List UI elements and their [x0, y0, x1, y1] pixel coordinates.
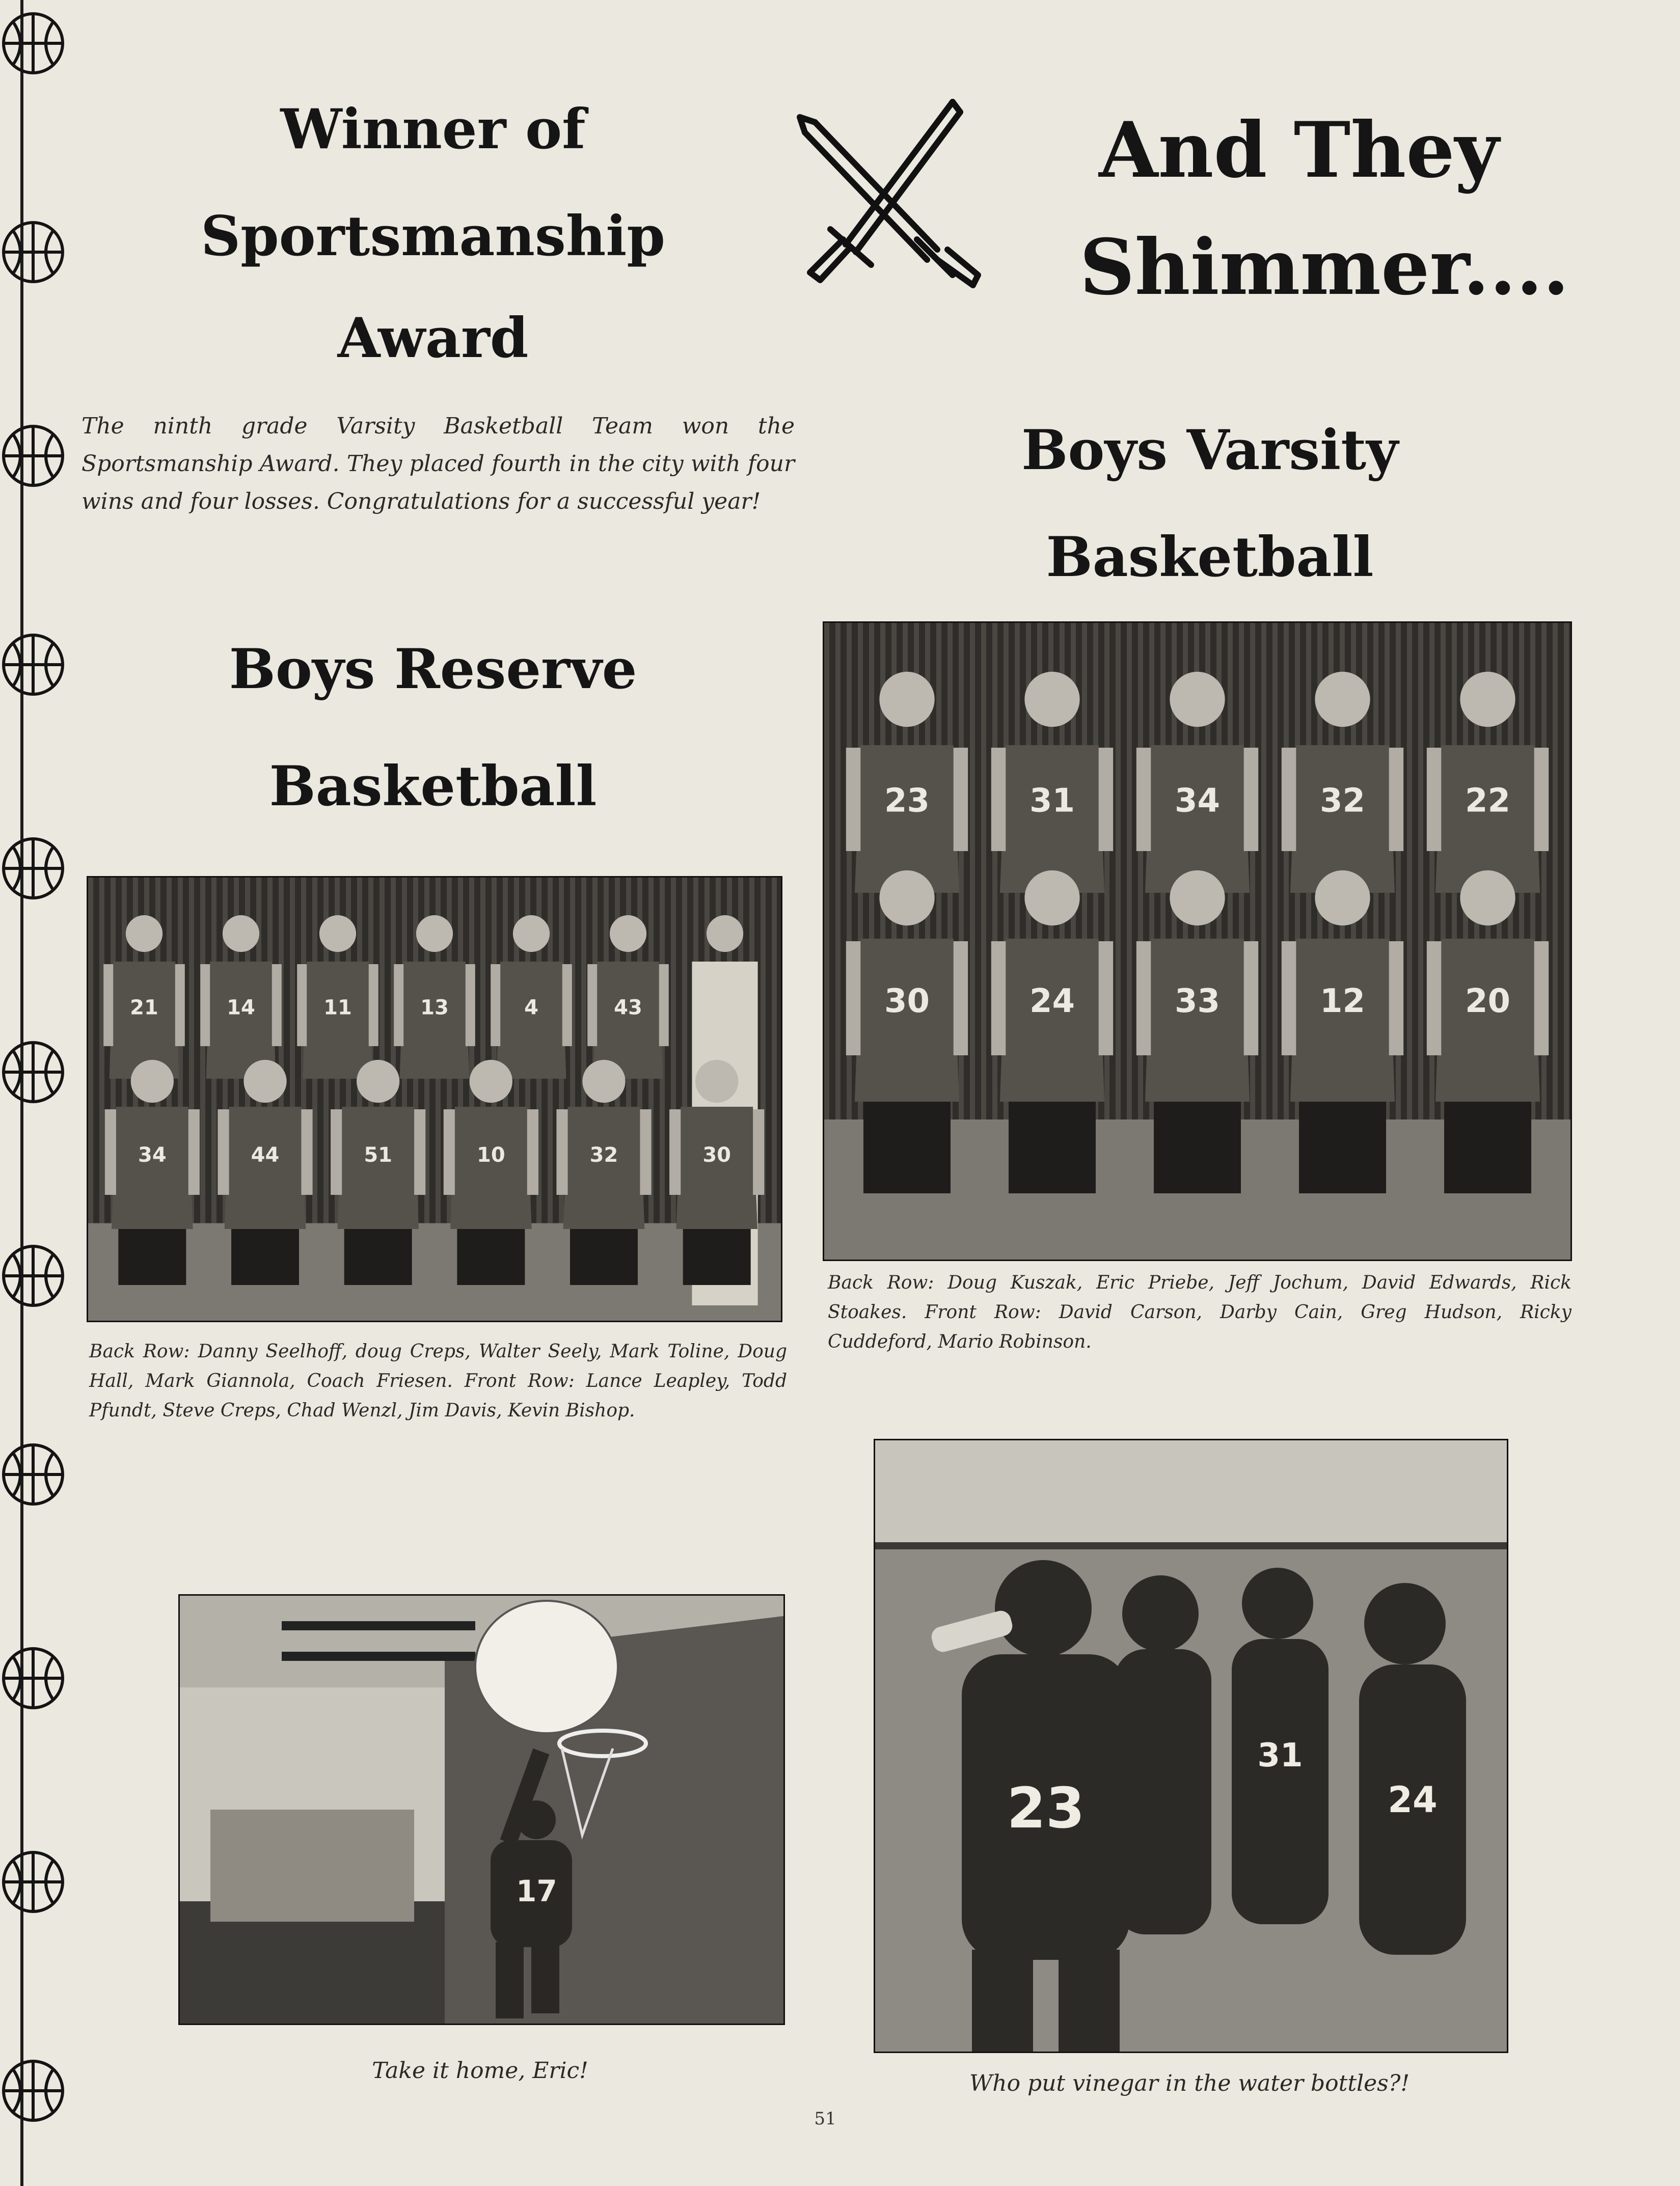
jersey-number: 12 — [1319, 982, 1366, 1020]
reserve-caption: Back Row: Danny Seelhoff, doug Creps, Walter Seely, Mark Toline, Doug Hall, Mark Giannola, Coach Friesen. Front Row: Lance Leapley, Todd Pfundt, Steve Creps, Chad Wenzl, Jim Davis, Kevin Bishop. — [89, 1341, 787, 1421]
jersey-number: 30 — [884, 982, 930, 1020]
jersey-number: 24 — [1029, 982, 1075, 1020]
crossed-swords-icon — [784, 92, 998, 295]
jersey-number: 32 — [589, 1143, 618, 1167]
header-and-they: And They — [1099, 105, 1499, 195]
basketball-icon — [0, 1645, 66, 1711]
jersey-number: 31 — [1029, 782, 1075, 820]
jersey-number: 30 — [702, 1143, 731, 1167]
dunk-jersey-number: 17 — [516, 1874, 557, 1908]
jersey-number: 20 — [1465, 982, 1511, 1020]
jersey-number: 43 — [614, 996, 642, 1020]
basketball-icon — [0, 2058, 66, 2124]
basketball-icon — [0, 1849, 66, 1915]
jersey-number: 44 — [251, 1143, 280, 1167]
jersey-number: 10 — [476, 1143, 505, 1167]
basketball-icon — [0, 1243, 66, 1309]
header-line-winner-of: Winner of — [280, 97, 586, 161]
jersey-number: 31 — [1257, 1737, 1303, 1774]
jersey-number: 23 — [884, 782, 930, 820]
page-number: 51 — [814, 2109, 836, 2129]
varsity-title-line2: Basketball — [1046, 525, 1374, 589]
basketball-icon — [0, 1039, 66, 1105]
jersey-number: 11 — [323, 996, 352, 1020]
varsity-title-line1: Boys Varsity — [1021, 418, 1398, 482]
basketball-icon — [0, 423, 66, 489]
jersey-number: 33 — [1174, 982, 1221, 1020]
jersey-number: 23 — [1007, 1775, 1085, 1841]
basketball-icon — [0, 835, 66, 901]
jersey-number: 34 — [138, 1143, 167, 1167]
reserve-title-line1: Boys Reserve — [229, 637, 637, 701]
jersey-number: 34 — [1174, 782, 1221, 820]
varsity-team-photo — [823, 621, 1572, 1261]
basketball-icon — [0, 632, 66, 698]
reserve-team-photo — [87, 876, 782, 1322]
basketball-icon — [0, 10, 66, 76]
jersey-number: 13 — [420, 996, 449, 1020]
varsity-caption: Back Row: Doug Kuszak, Eric Priebe, Jeff Jochum, David Edwards, Rick Stoakes. Front Row: David Carson, Darby Cain, Greg Hudson, Ricky Cuddeford, Mario Robinson. — [828, 1272, 1571, 1352]
water-bottle-photo — [874, 1439, 1508, 2053]
jersey-number: 51 — [364, 1143, 393, 1167]
water-bottle-caption: Who put vinegar in the water bottles?! — [969, 2070, 1410, 2096]
basketball-icon — [0, 1441, 66, 1508]
header-line-sportsmanship: Sportsmanship — [201, 204, 665, 268]
header-shimmer: Shimmer.... — [1079, 223, 1569, 312]
dunk-caption: Take it home, Eric! — [372, 2058, 588, 2084]
reserve-title-line2: Basketball — [269, 754, 597, 818]
jersey-number: 4 — [524, 996, 538, 1020]
dunk-photo — [178, 1594, 785, 2025]
jersey-number: 32 — [1319, 782, 1366, 820]
jersey-number: 14 — [227, 996, 255, 1020]
header-line-award: Award — [337, 306, 529, 370]
intro-paragraph: The ninth grade Varsity Basketball Team won the Sportsmanship Award. They placed fourth in the city with four wins and four losses. Congratulations for a successful year! — [82, 413, 795, 514]
jersey-number: 21 — [130, 996, 158, 1020]
jersey-number: 22 — [1465, 782, 1511, 820]
basketball-icon — [0, 219, 66, 285]
jersey-number: 24 — [1388, 1779, 1438, 1821]
